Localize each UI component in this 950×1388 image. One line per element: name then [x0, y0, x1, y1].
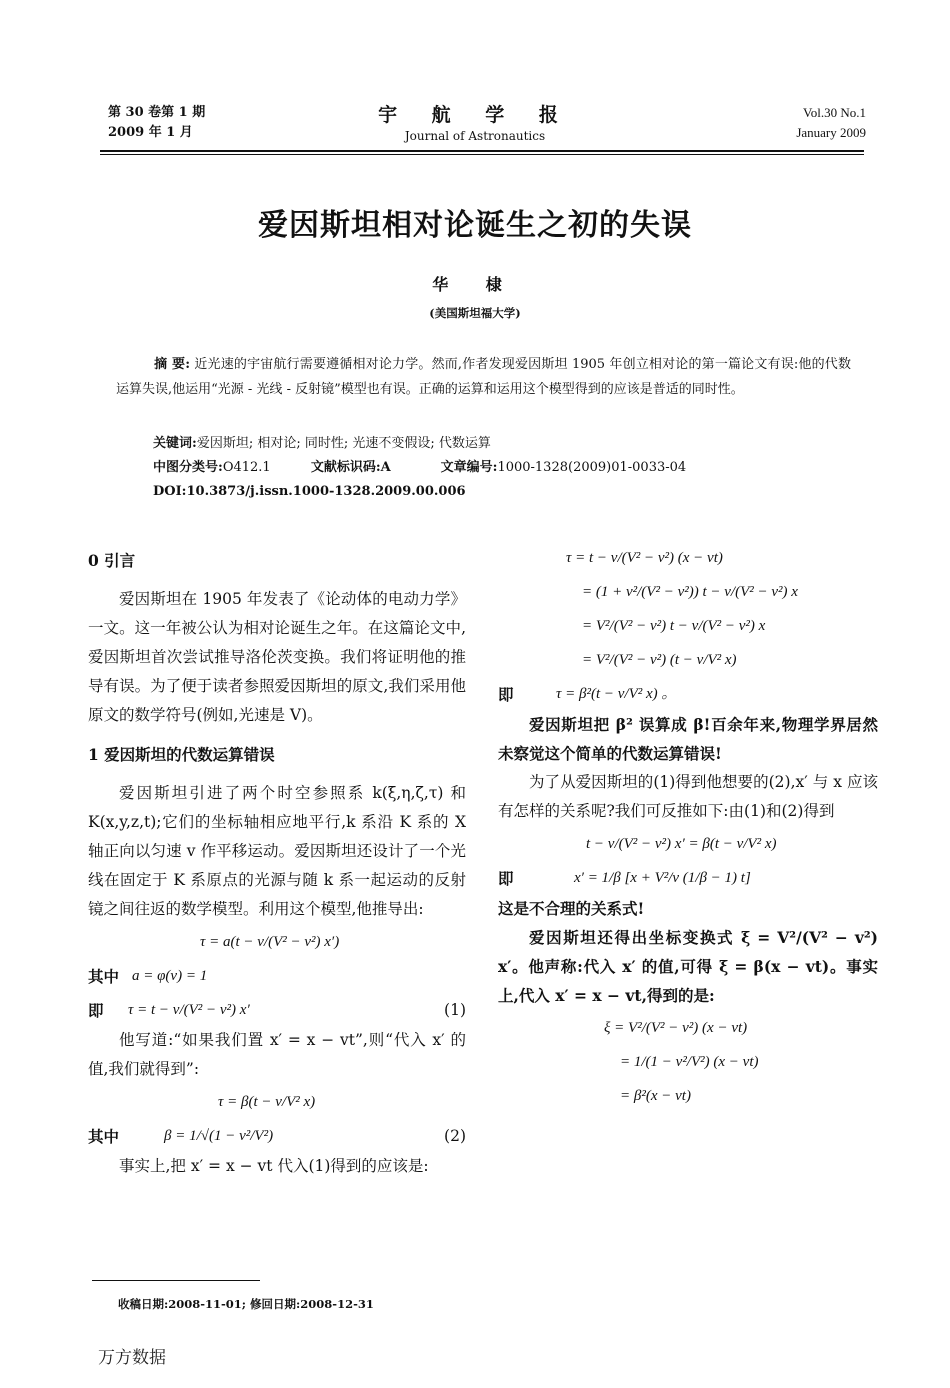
equation — [498, 574, 878, 608]
art-label: 文章编号: — [440, 460, 498, 475]
footnote-rule — [92, 1280, 260, 1281]
left-column — [88, 540, 466, 1181]
equation-2 — [88, 1118, 466, 1152]
equation-body: = β²(x − vt) — [620, 1088, 691, 1104]
abstract — [116, 352, 851, 402]
equation — [498, 860, 878, 894]
equation — [498, 1010, 878, 1044]
equation-body: τ = t − v/(V² − v²) (x − vt) — [566, 550, 723, 566]
section-heading-0: 0 引言 — [88, 551, 136, 570]
paragraph: 为了从爱因斯坦的(1)得到他想要的(2),x′ 与 x 应该有怎样的关系呢?我们可反推如下:由(1)和(2)得到 — [498, 773, 878, 820]
meta-block — [153, 432, 686, 504]
header-rule-thin — [100, 154, 864, 155]
equation-body: = V²/(V² − v²) t − v/(V² − v²) x — [582, 618, 766, 634]
equation-number: (2) — [444, 1127, 466, 1145]
equation — [498, 608, 878, 642]
watermark: 万方数据 — [98, 1348, 166, 1368]
equation-body: τ = t − v/(V² − v²) x′ — [128, 1002, 250, 1018]
equation-body: τ = a(t − v/(V² − v²) x′) — [200, 934, 340, 950]
clc-value: O412.1 — [222, 460, 271, 475]
doc-value: A — [380, 460, 391, 475]
section-heading-1: 1 爱因斯坦的代数运算错误 — [88, 745, 275, 764]
paper-title: 爱因斯坦相对论诞生之初的失误 — [258, 208, 692, 243]
equation-1 — [88, 992, 466, 1026]
footnote: 收稿日期:2008-11-01; 修回日期:2008-12-31 — [118, 1297, 374, 1311]
month-line: January 2009 — [796, 125, 866, 140]
journal-name-en: Journal of Astronautics — [404, 129, 546, 143]
abstract-text: 近光速的宇宙航行需要遵循相对论力学。然而,作者发现爱因斯坦 1905 年创立相对论的第一篇论文有误:他的代数运算失误,他运用“光源 - 光线 - 反射镜”模型也有误。正确的运算和运用这个模型得到的应该是普适的同时性。 — [116, 357, 851, 397]
keywords-text: 爱因斯坦; 相对论; 同时性; 光速不变假设; 代数运算 — [196, 436, 491, 451]
equation-body: = 1/(1 − v²/V²) (x − vt) — [620, 1054, 759, 1070]
equation — [88, 924, 466, 958]
equation-body: = (1 + v²/(V² − v²)) t − v/(V² − v²) x — [582, 584, 798, 600]
equation — [88, 1084, 466, 1118]
equation — [498, 642, 878, 676]
equation — [498, 1078, 878, 1112]
equation-label: 即 — [88, 1001, 104, 1020]
paper-author: 华 棣 — [432, 275, 518, 294]
art-value: 1000-1328(2009)01-0033-04 — [497, 460, 687, 475]
equation-label: 其中 — [88, 967, 120, 986]
doc-label: 文献标识码: — [310, 460, 381, 475]
equation-body: ξ = V²/(V² − v²) (x − vt) — [604, 1020, 748, 1036]
equation-body: a = φ(v) = 1 — [132, 968, 208, 984]
keywords-label: 关键词: — [153, 436, 197, 451]
paragraph: 事实上,把 x′ = x − vt 代入(1)得到的应该是: — [119, 1157, 429, 1175]
paragraph: 他写道:“如果我们置 x′ = x − vt”,则“代入 x′ 的值,我们就得到”: — [88, 1031, 466, 1078]
journal-issue-en — [796, 103, 866, 143]
journal-name-cn: 宇 航 学 报 — [378, 104, 572, 126]
equation-body: x′ = 1/β [x + V²/v (1/β − 1) t] — [574, 870, 751, 886]
equation — [88, 958, 466, 992]
equation-label: 即 — [498, 869, 514, 888]
equation — [498, 826, 878, 860]
equation-label: 其中 — [88, 1127, 120, 1146]
doi: DOI:10.3873/j.issn.1000-1328.2009.00.006 — [153, 484, 466, 499]
header-rule — [100, 150, 864, 152]
author-affiliation: (美国斯坦福大学) — [429, 306, 521, 320]
paragraph: 爱因斯坦在 1905 年发表了《论动体的电动力学》一文。这一年被公认为相对论诞生之年。在这篇论文中,爱因斯坦首次尝试推导洛伦茨变换。我们将证明他的推导有误。为了便于读者参照爱因斯坦的原文,我们采用他原文的数学符号(例如,光速是 V)。 — [88, 590, 466, 724]
paragraph-emphasis: 这是不合理的关系式! — [498, 899, 645, 918]
equation-label: 即 — [498, 685, 514, 704]
equation — [498, 676, 878, 710]
keywords — [153, 432, 686, 456]
paragraph: 爱因斯坦引进了两个时空参照系 k(ξ,η,ζ,τ) 和 K(x,y,z,t);它们的坐标轴相应地平行,k 系沿 K 系的 X 轴正向以匀速 v 作平移运动。爱因斯坦还设计了一个光线在固定于 K 系原点的光源与随 k 系一起运动的反射镜之间往返的数学模型。利用这个模型,他推导出: — [88, 784, 466, 918]
clc-label: 中图分类号: — [153, 460, 223, 475]
right-column — [498, 540, 878, 1112]
classification — [153, 456, 686, 480]
equation-body: t − v/(V² − v²) x′ = β(t − v/V² x) — [586, 836, 777, 852]
issue-line: 第 30 卷第 1 期 — [108, 105, 206, 120]
date-line: 2009 年 1 月 — [108, 125, 193, 140]
equation — [498, 540, 878, 574]
volume-line: Vol.30 No.1 — [803, 105, 866, 120]
equation-body: τ = β²(t − v/V² x) 。 — [556, 686, 677, 702]
equation-body: β = 1/√(1 − v²/V²) — [164, 1128, 274, 1144]
paragraph-emphasis: 爱因斯坦把 β² 误算成 β!百余年来,物理学界居然未察觉这个简单的代数运算错误! — [498, 715, 878, 763]
equation-body: τ = β(t − v/V² x) — [218, 1094, 316, 1110]
paragraph: 爱因斯坦还得出坐标变换式 ξ = V²/(V² − v²) x′。他声称:代入 x′ 的值,可得 ξ = β(x − vt)。事实上,代入 x′ = x − vt,得到的是: — [498, 928, 878, 1005]
equation-number: (1) — [444, 1001, 466, 1019]
equation — [498, 1044, 878, 1078]
equation-body: = V²/(V² − v²) (t − v/V² x) — [582, 652, 737, 668]
abstract-label: 摘 要: — [154, 357, 191, 372]
